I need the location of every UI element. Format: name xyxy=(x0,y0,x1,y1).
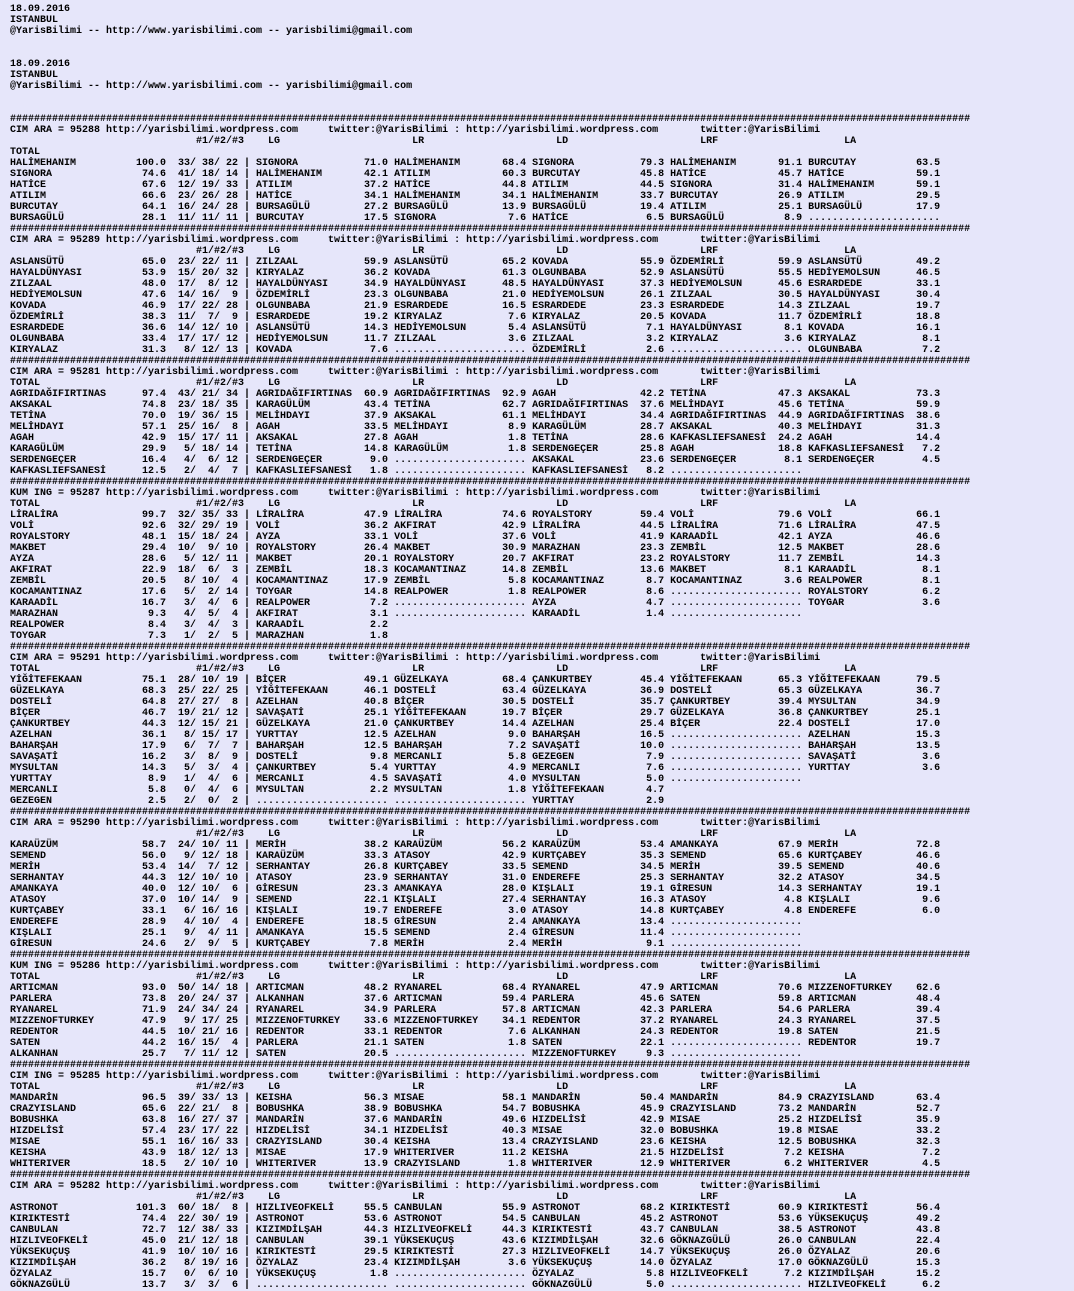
result-row: MELİHDAYI 57.1 25/ 16/ 8 | AGAH 33.5 MELİHDAYI 8.9 KARAGÜLÜM 28.7 AKSAKAL 40.3 MELİHDAYI 31.3 xyxy=(10,422,941,433)
result-row: #1/#2/#3 LG LR LD LRF LA xyxy=(10,136,857,147)
result-row: ATILIM 66.6 23/ 26/ 28 | HATİCE 34.1 HALİMEHANIM 34.1 HALİMEHANIM 33.7 BURCUTAY 26.9 ATILIM 29.5 xyxy=(10,191,941,202)
blank-line xyxy=(10,92,1066,103)
result-row: KIRIKTESTİ 74.4 22/ 30/ 19 | ASTRONOT 53.6 ASTRONOT 54.5 CANBULAN 45.2 ASTRONOT 53.6 YÜKSEKUÇUŞ 49.2 xyxy=(10,1214,941,1225)
result-row: DOSTELİ 64.8 27/ 27/ 8 | AZELHAN 40.8 BİÇER 30.5 DOSTELİ 35.7 ÇANKURTBEY 39.4 MYSULTAN 34.9 xyxy=(10,697,941,708)
result-row: ZILZAAL 48.0 17/ 8/ 12 | HAYALDÜNYASI 34.9 HAYALDÜNYASI 48.5 HAYALDÜNYASI 37.3 HEDİYEMOLSUN 45.6 ESRARDEDE 33.1 xyxy=(10,279,941,290)
result-row: BURCUTAY 64.1 16/ 24/ 28 | BURSAGÜLÜ 27.2 BURSAGÜLÜ 13.9 BURSAGÜLÜ 19.4 ATILIM 25.1 BURSAGÜLÜ 17.9 xyxy=(10,202,941,213)
result-row: TOTAL #1/#2/#3 LG LR LD LRF LA xyxy=(10,1082,857,1093)
result-row: HALİMEHANIM 100.0 33/ 38/ 22 | SIGNORA 71.0 HALİMEHANIM 68.4 SIGNORA 79.3 HALİMEHANIM 91.1 BURCUTAY 63.5 xyxy=(10,158,941,169)
result-row: ARTICMAN 93.0 50/ 14/ 18 | ARTICMAN 48.2 RYANAREL 68.4 RYANAREL 47.9 ARTICMAN 70.6 MIZZENOFTURKEY 62.6 xyxy=(10,983,941,994)
header-line: 18.09.2016 xyxy=(10,59,71,70)
result-row: ALKANHAN 25.7 7/ 11/ 12 | SATEN 20.5 ...................... MIZZENOFTURKEY 9.3 ...................... xyxy=(10,1049,803,1060)
result-row: TETİNA 70.0 19/ 36/ 15 | MELİHDAYI 37.9 AKSAKAL 61.1 MELİHDAYI 34.4 AGRIDAĞIFIRTINAS 44.9 AGRIDAĞIFIRTINAS 38.6 xyxy=(10,411,941,422)
result-row: MANDARİN 96.5 39/ 33/ 13 | KEISHA 56.3 MISAE 58.1 MANDARİN 50.4 MANDARİN 84.9 CRAZYISLAND 63.4 xyxy=(10,1093,941,1104)
hash-separator xyxy=(10,477,1066,488)
result-row: ÇANKURTBEY 44.3 12/ 15/ 21 | GÜZELKAYA 21.0 ÇANKURTBEY 14.4 AZELHAN 25.4 BİÇER 22.4 DOSTELİ 17.0 xyxy=(10,719,941,730)
result-row: PARLERA 73.8 20/ 24/ 37 | ALKANHAN 37.6 ARTICMAN 59.4 PARLERA 45.6 SATEN 59.8 ARTICMAN 48.4 xyxy=(10,994,941,1005)
result-row: AKFIRAT 22.9 18/ 6/ 3 | ZEMBİL 18.3 KOCAMANTINAZ 14.8 ZEMBİL 13.6 MAKBET 8.1 KARAADİL 8.1 xyxy=(10,565,941,576)
header-line: @YarisBilimi -- http://www.yarisbilimi.com -- yarisbilimi@gmail.com xyxy=(10,26,413,37)
header-line: @YarisBilimi -- http://www.yarisbilimi.com -- yarisbilimi@gmail.com xyxy=(10,81,413,92)
result-row: SIGNORA 74.6 41/ 18/ 14 | HALİMEHANIM 42.1 ATILIM 60.3 BURCUTAY 45.8 HATİCE 45.7 HATİCE 59.1 xyxy=(10,169,941,180)
result-row: KAFKASLIEFSANESİ 12.5 2/ 4/ 7 | KAFKASLIEFSANESİ 1.8 ...................... KAFKASLIEFSANESİ 8.2 ...................... xyxy=(10,466,803,477)
result-row: ASTRONOT 101.3 60/ 18/ 8 | HIZLIVEOFKELİ 55.5 CANBULAN 55.9 ASTRONOT 68.2 KIRIKTESTİ 60.9 KIRIKTESTİ 56.4 xyxy=(10,1203,941,1214)
result-row: YÜKSEKUÇUŞ 41.9 10/ 10/ 16 | KIRIKTESTİ 29.5 KIRIKTESTİ 27.3 HIZLIVEOFKELİ 14.7 YÜKSEKUÇUŞ 26.0 ÖZYALAZ 20.6 xyxy=(10,1247,941,1258)
result-row: GÖKNAZGÜLÜ 13.7 3/ 3/ 6 | ...................... ...................... GÖKNAZGÜLÜ 5.0 ...................... HIZLIVEOFKELİ 6.2 xyxy=(10,1280,941,1291)
hash-separator xyxy=(10,1060,1066,1071)
result-row: BİÇER 46.7 19/ 21/ 12 | SAVAŞATİ 25.1 YİĞİTEFEKAAN 19.7 BİÇER 29.7 GÜZELKAYA 36.8 ÇANKURTBEY 25.1 xyxy=(10,708,941,719)
result-row: YURTTAY 8.9 1/ 4/ 6 | MERCANLI 4.5 SAVAŞATİ 4.0 MYSULTAN 5.0 ...................... xyxy=(10,774,803,785)
result-row: #1/#2/#3 LG LR LD LRF LA xyxy=(10,246,857,257)
hash-separator xyxy=(10,224,1066,235)
section-title: KUM ING = 95286 http://yarisbilimi.wordpress.com twitter:@YarisBilimi : http://yarisbilimi.wordpress.com twitter:@YarisBilimi xyxy=(10,961,821,972)
header-line: ISTANBUL xyxy=(10,70,59,81)
section-title: CIM ARA = 95288 http://yarisbilimi.wordpress.com twitter:@YarisBilimi : http://yarisbilimi.wordpress.com twitter:@YarisBilimi xyxy=(10,125,821,136)
result-row: TOTAL #1/#2/#3 LG LR LD LRF LA xyxy=(10,664,857,675)
hash-separator xyxy=(10,114,1066,125)
result-row: CRAZYISLAND 65.6 22/ 21/ 8 | BOBUSHKA 38.9 BOBUSHKA 54.7 BOBUSHKA 45.9 CRAZYISLAND 73.2 MANDARİN 52.7 xyxy=(10,1104,941,1115)
result-row: HIZDELİSİ 57.4 23/ 17/ 22 | HIZDELİSİ 34.1 HIZDELİSİ 40.3 MISAE 32.0 BOBUSHKA 19.8 MISAE 33.2 xyxy=(10,1126,941,1137)
result-row: RYANAREL 71.9 24/ 34/ 24 | RYANAREL 34.9 PARLERA 57.8 ARTICMAN 42.3 PARLERA 54.6 PARLERA 39.4 xyxy=(10,1005,941,1016)
result-row: SEMEND 56.0 9/ 12/ 18 | KARAÜZÜM 33.3 ATASOY 42.9 KURTÇABEY 35.3 SEMEND 65.6 KURTÇABEY 46.6 xyxy=(10,851,941,862)
result-row: KARAÜZÜM 58.7 24/ 10/ 11 | MERİH 38.2 KARAÜZÜM 56.2 KARAÜZÜM 53.4 AMANKAYA 67.9 MERİH 72.8 xyxy=(10,840,941,851)
hash-separator xyxy=(10,356,1066,367)
section-title: CIM ARA = 95281 http://yarisbilimi.wordpress.com twitter:@YarisBilimi : http://yarisbilimi.wordpress.com twitter:@YarisBilimi xyxy=(10,367,821,378)
result-row: SAVAŞATİ 16.2 3/ 8/ 9 | DOSTELİ 9.8 MERCANLI 5.8 GEZEGEN 7.9 ...................... SAVAŞATİ 3.6 xyxy=(10,752,941,763)
section-title: KUM ING = 95287 http://yarisbilimi.wordpress.com twitter:@YarisBilimi : http://yarisbilimi.wordpress.com twitter:@YarisBilimi xyxy=(10,488,821,499)
result-row: MISAE 55.1 16/ 16/ 33 | CRAZYISLAND 30.4 KEISHA 13.4 CRAZYISLAND 23.6 KEISHA 12.5 BOBUSHKA 32.3 xyxy=(10,1137,941,1148)
result-row: #1/#2/#3 LG LR LD LRF LA xyxy=(10,1192,857,1203)
result-row: YİĞİTEFEKAAN 75.1 28/ 10/ 19 | BİÇER 49.1 GÜZELKAYA 68.4 ÇANKURTBEY 45.4 YİĞİTEFEKAAN 65.3 YİĞİTEFEKAAN 79.5 xyxy=(10,675,941,686)
result-row: KIZIMDİLŞAH 36.2 8/ 19/ 16 | ÖZYALAZ 23.4 KIZIMDİLŞAH 3.6 YÜKSEKUÇUŞ 14.0 ÖZYALAZ 17.0 GÖKNAZGÜLÜ 15.3 xyxy=(10,1258,941,1269)
result-row: ROYALSTORY 48.1 15/ 18/ 24 | AYZA 33.1 VOLİ 37.6 VOLİ 41.9 KARAADİL 42.1 AYZA 46.6 xyxy=(10,532,941,543)
result-row: KURTÇABEY 33.1 6/ 16/ 16 | KIŞLALI 19.7 ENDEREFE 3.0 ATASOY 14.8 KURTÇABEY 4.8 ENDEREFE 6.0 xyxy=(10,906,941,917)
result-row: VOLİ 92.6 32/ 29/ 19 | VOLİ 36.2 AKFIRAT 42.9 LİRALİRA 44.5 LİRALİRA 71.6 LİRALİRA 47.5 xyxy=(10,521,941,532)
result-row: GÜZELKAYA 68.3 25/ 22/ 25 | YİĞİTEFEKAAN 46.1 DOSTELİ 63.4 GÜZELKAYA 36.9 DOSTELİ 65.3 GÜZELKAYA 36.7 xyxy=(10,686,941,697)
result-row: KARAGÜLÜM 29.9 5/ 18/ 14 | TETİNA 14.8 KARAGÜLÜM 1.8 SERDENGEÇER 25.8 AGAH 18.8 KAFKASLIEFSANESİ 7.2 xyxy=(10,444,941,455)
result-row: BURSAGÜLÜ 28.1 11/ 11/ 11 | BURCUTAY 17.5 SIGNORA 7.6 HATİCE 6.5 BURSAGÜLÜ 8.9 ...................... xyxy=(10,213,941,224)
result-row: WHITERIVER 18.5 2/ 10/ 10 | WHITERIVER 13.9 CRAZYISLAND 1.8 WHITERIVER 12.9 WHITERIVER 6.2 WHITERIVER 4.5 xyxy=(10,1159,941,1170)
result-row: ENDEREFE 28.9 4/ 10/ 4 | ENDEREFE 18.5 GİRESUN 2.4 AMANKAYA 13.4 ...................... xyxy=(10,917,803,928)
result-row: MAKBET 29.4 10/ 9/ 10 | ROYALSTORY 26.4 MAKBET 30.9 MARAZHAN 23.3 ZEMBİL 12.5 MAKBET 28.6 xyxy=(10,543,941,554)
result-row: #1/#2/#3 LG LR LD LRF LA xyxy=(10,829,857,840)
blank-line xyxy=(10,37,1066,48)
result-row: AGRIDAĞIFIRTINAS 97.4 43/ 21/ 34 | AGRIDAĞIFIRTINAS 60.9 AGRIDAĞIFIRTINAS 92.9 AGAH 42.2 TETİNA 47.3 AKSAKAL 73.3 xyxy=(10,389,941,400)
result-row: AMANKAYA 40.0 12/ 10/ 6 | GİRESUN 23.3 AMANKAYA 28.0 KIŞLALI 19.1 GİRESUN 14.3 SERHANTAY 19.1 xyxy=(10,884,941,895)
result-row: AZELHAN 36.1 8/ 15/ 17 | YURTTAY 12.5 AZELHAN 9.0 BAHARŞAH 16.5 ...................... AZELHAN 15.3 xyxy=(10,730,941,741)
hash-separator xyxy=(10,642,1066,653)
hash-separator xyxy=(10,807,1066,818)
hash-separator xyxy=(10,1170,1066,1181)
result-row: ATASOY 37.0 10/ 14/ 9 | SEMEND 22.1 KIŞLALI 27.4 SERHANTAY 16.3 ATASOY 4.8 KIŞLALI 9.6 xyxy=(10,895,941,906)
result-row: MERİH 53.4 14/ 7/ 12 | SERHANTAY 26.8 KURTÇABEY 33.5 SEMEND 34.5 MERİH 39.5 SEMEND 40.6 xyxy=(10,862,941,873)
result-row: MERCANLI 5.8 0/ 4/ 6 | MYSULTAN 2.2 MYSULTAN 1.8 YİĞİTEFEKAAN 4.7 xyxy=(10,785,665,796)
result-row: KIRYALAZ 31.3 8/ 12/ 13 | KOVADA 7.6 ...................... ÖZDEMİRLİ 2.6 ...................... OLGUNBABA 7.2 xyxy=(10,345,941,356)
result-row: LİRALİRA 99.7 32/ 35/ 33 | LİRALİRA 47.9 LİRALİRA 74.6 ROYALSTORY 59.4 VOLİ 79.6 VOLİ 66.1 xyxy=(10,510,941,521)
result-row: HIZLIVEOFKELİ 45.0 21/ 12/ 18 | CANBULAN 39.1 YÜKSEKUÇUŞ 43.6 KIZIMDİLŞAH 32.6 GÖKNAZGÜLÜ 26.0 CANBULAN 22.4 xyxy=(10,1236,941,1247)
result-row: TOTAL #1/#2/#3 LG LR LD LRF LA xyxy=(10,378,857,389)
result-row: GİRESUN 24.6 2/ 9/ 5 | KURTÇABEY 7.8 MERİH 2.4 MERİH 9.1 ...................... xyxy=(10,939,803,950)
result-row: TOYGAR 7.3 1/ 2/ 5 | MARAZHAN 1.8 xyxy=(10,631,389,642)
result-row: AGAH 42.9 15/ 17/ 11 | AKSAKAL 27.8 AGAH 1.8 TETİNA 28.6 KAFKASLIEFSANESİ 24.2 AGAH 14.4 xyxy=(10,433,941,444)
result-row: KIŞLALI 25.1 9/ 4/ 11 | AMANKAYA 15.5 SEMEND 2.4 GİRESUN 11.4 ...................... xyxy=(10,928,803,939)
section-title: CIM ARA = 95290 http://yarisbilimi.wordpress.com twitter:@YarisBilimi : http://yarisbilimi.wordpress.com twitter:@YarisBilimi xyxy=(10,818,821,829)
result-row: HAYALDÜNYASI 53.9 15/ 20/ 32 | KIRYALAZ 36.2 KOVADA 61.3 OLGUNBABA 52.9 ASLANSÜTÜ 55.5 HEDİYEMOLSUN 46.5 xyxy=(10,268,941,279)
result-row: BAHARŞAH 17.9 6/ 7/ 7 | BAHARŞAH 12.5 BAHARŞAH 7.2 SAVAŞATİ 10.0 ...................... BAHARŞAH 13.5 xyxy=(10,741,941,752)
result-row: TOTAL #1/#2/#3 LG LR LD LRF LA xyxy=(10,499,857,510)
result-row: SATEN 44.2 16/ 15/ 4 | PARLERA 21.1 SATEN 1.8 SATEN 22.1 ...................... REDENTOR 19.7 xyxy=(10,1038,941,1049)
result-row: ESRARDEDE 36.6 14/ 12/ 10 | ASLANSÜTÜ 14.3 HEDİYEMOLSUN 5.4 ASLANSÜTÜ 7.1 HAYALDÜNYASI 8.1 KOVADA 16.1 xyxy=(10,323,941,334)
result-row: REALPOWER 8.4 3/ 4/ 3 | KARAADİL 2.2 xyxy=(10,620,389,631)
result-row: KOCAMANTINAZ 17.6 5/ 2/ 14 | TOYGAR 14.8 REALPOWER 1.8 REALPOWER 8.6 ...................... ROYALSTORY 6.2 xyxy=(10,587,941,598)
result-row: TOTAL xyxy=(10,147,41,158)
result-row: ÖZDEMİRLİ 38.3 11/ 7/ 9 | ESRARDEDE 19.2 KIRYALAZ 7.6 KIRYALAZ 20.5 KOVADA 11.7 ÖZDEMİRLİ 18.8 xyxy=(10,312,941,323)
result-row: MIZZENOFTURKEY 47.9 9/ 17/ 25 | MIZZENOFTURKEY 33.6 MIZZENOFTURKEY 34.1 REDENTOR 37.2 RYANAREL 24.3 RYANAREL 37.5 xyxy=(10,1016,941,1027)
section-title: CIM ARA = 95289 http://yarisbilimi.wordpress.com twitter:@YarisBilimi : http://yarisbilimi.wordpress.com twitter:@YarisBilimi xyxy=(10,235,821,246)
result-row: TOTAL #1/#2/#3 LG LR LD LRF LA xyxy=(10,972,857,983)
result-row: CANBULAN 72.7 12/ 38/ 33 | KIZIMDİLŞAH 44.3 HIZLIVEOFKELİ 44.3 KIRIKTESTİ 43.7 CANBULAN 38.5 ASTRONOT 43.8 xyxy=(10,1225,941,1236)
result-row: HEDİYEMOLSUN 47.6 14/ 16/ 9 | ÖZDEMİRLİ 23.3 OLGUNBABA 21.0 HEDİYEMOLSUN 26.1 ZILZAAL 30.5 HAYALDÜNYASI 30.4 xyxy=(10,290,941,301)
section-title: CIM ING = 95285 http://yarisbilimi.wordpress.com twitter:@YarisBilimi : http://yarisbilimi.wordpress.com twitter:@YarisBilimi xyxy=(10,1071,821,1082)
result-row: OLGUNBABA 33.4 17/ 17/ 12 | HEDİYEMOLSUN 11.7 ZILZAAL 3.6 ZILZAAL 3.2 KIRYALAZ 3.6 KIRYALAZ 8.1 xyxy=(10,334,941,345)
result-row: HATİCE 67.6 12/ 19/ 33 | ATILIM 37.2 HATİCE 44.8 ATILIM 44.5 SIGNORA 31.4 HALİMEHANIM 59.1 xyxy=(10,180,941,191)
result-row: BOBUSHKA 63.8 16/ 27/ 37 | MANDARİN 37.6 MANDARİN 49.6 HIZDELİSİ 42.9 MISAE 25.2 HIZDELİSİ 35.9 xyxy=(10,1115,941,1126)
result-row: KOVADA 46.9 17/ 22/ 28 | OLGUNBABA 21.9 ESRARDEDE 16.5 ESRARDEDE 23.3 ESRARDEDE 14.3 ZILZAAL 19.7 xyxy=(10,301,941,312)
hash-separator xyxy=(10,950,1066,961)
result-row: SERHANTAY 44.3 12/ 10/ 10 | ATASOY 23.9 SERHANTAY 31.0 ENDEREFE 25.3 SERHANTAY 32.2 ATASOY 34.5 xyxy=(10,873,941,884)
result-row: AYZA 28.6 5/ 12/ 11 | MAKBET 20.1 ROYALSTORY 20.7 AKFIRAT 23.2 ROYALSTORY 11.7 ZEMBİL 14.3 xyxy=(10,554,941,565)
result-row: REDENTOR 44.5 10/ 21/ 16 | REDENTOR 33.1 REDENTOR 7.6 ALKANHAN 24.3 REDENTOR 19.8 SATEN 21.5 xyxy=(10,1027,941,1038)
section-title: CIM ARA = 95282 http://yarisbilimi.wordpress.com twitter:@YarisBilimi : http://yarisbilimi.wordpress.com twitter:@YarisBilimi xyxy=(10,1181,821,1192)
result-row: KARAADİL 16.7 3/ 4/ 6 | REALPOWER 7.2 ...................... AYZA 4.7 ...................... TOYGAR 3.6 xyxy=(10,598,941,609)
result-row: SERDENGEÇER 16.4 4/ 6/ 12 | SERDENGEÇER 9.0 ...................... AKSAKAL 23.6 SERDENGEÇER 8.1 SERDENGEÇER 4.5 xyxy=(10,455,941,466)
result-row: KEISHA 43.9 18/ 12/ 13 | MISAE 17.9 WHITERIVER 11.2 KEISHA 21.5 HIZDELİSİ 7.2 KEISHA 7.2 xyxy=(10,1148,941,1159)
result-row: GEZEGEN 2.5 2/ 0/ 2 | ...................... ...................... YURTTAY 2.9 xyxy=(10,796,665,807)
result-row: ÖZYALAZ 15.7 0/ 6/ 10 | YÜKSEKUÇUŞ 1.8 ...................... ÖZYALAZ 5.8 HIZLIVEOFKELİ 7.2 KIZIMDİLŞAH 15.2 xyxy=(10,1269,941,1280)
section-title: CIM ARA = 95291 http://yarisbilimi.wordpress.com twitter:@YarisBilimi : http://yarisbilimi.wordpress.com twitter:@YarisBilimi xyxy=(10,653,821,664)
result-row: ZEMBİL 20.5 8/ 10/ 4 | KOCAMANTINAZ 17.9 ZEMBİL 5.8 KOCAMANTINAZ 8.7 KOCAMANTINAZ 3.6 REALPOWER 8.1 xyxy=(10,576,941,587)
header-line: ISTANBUL xyxy=(10,15,59,26)
result-row: ASLANSÜTÜ 65.0 23/ 22/ 11 | ZILZAAL 59.9 ASLANSÜTÜ 65.2 KOVADA 55.9 ÖZDEMİRLİ 59.9 ASLANSÜTÜ 49.2 xyxy=(10,257,941,268)
result-row: MYSULTAN 14.3 5/ 3/ 4 | ÇANKURTBEY 5.4 YURTTAY 4.9 MERCANLI 7.6 ...................... YURTTAY 3.6 xyxy=(10,763,941,774)
result-row: AKSAKAL 74.8 23/ 18/ 35 | KARAGÜLÜM 43.4 TETİNA 62.7 AGRIDAĞIFIRTINAS 37.6 MELİHDAYI 45.6 TETİNA 59.9 xyxy=(10,400,941,411)
header-line: 18.09.2016 xyxy=(10,4,71,15)
blank-line xyxy=(10,103,1066,114)
blank-line xyxy=(10,48,1066,59)
result-row: MARAZHAN 9.3 4/ 5/ 4 | AKFIRAT 3.1 ...................... KARAADİL 1.4 ...................... xyxy=(10,609,803,620)
